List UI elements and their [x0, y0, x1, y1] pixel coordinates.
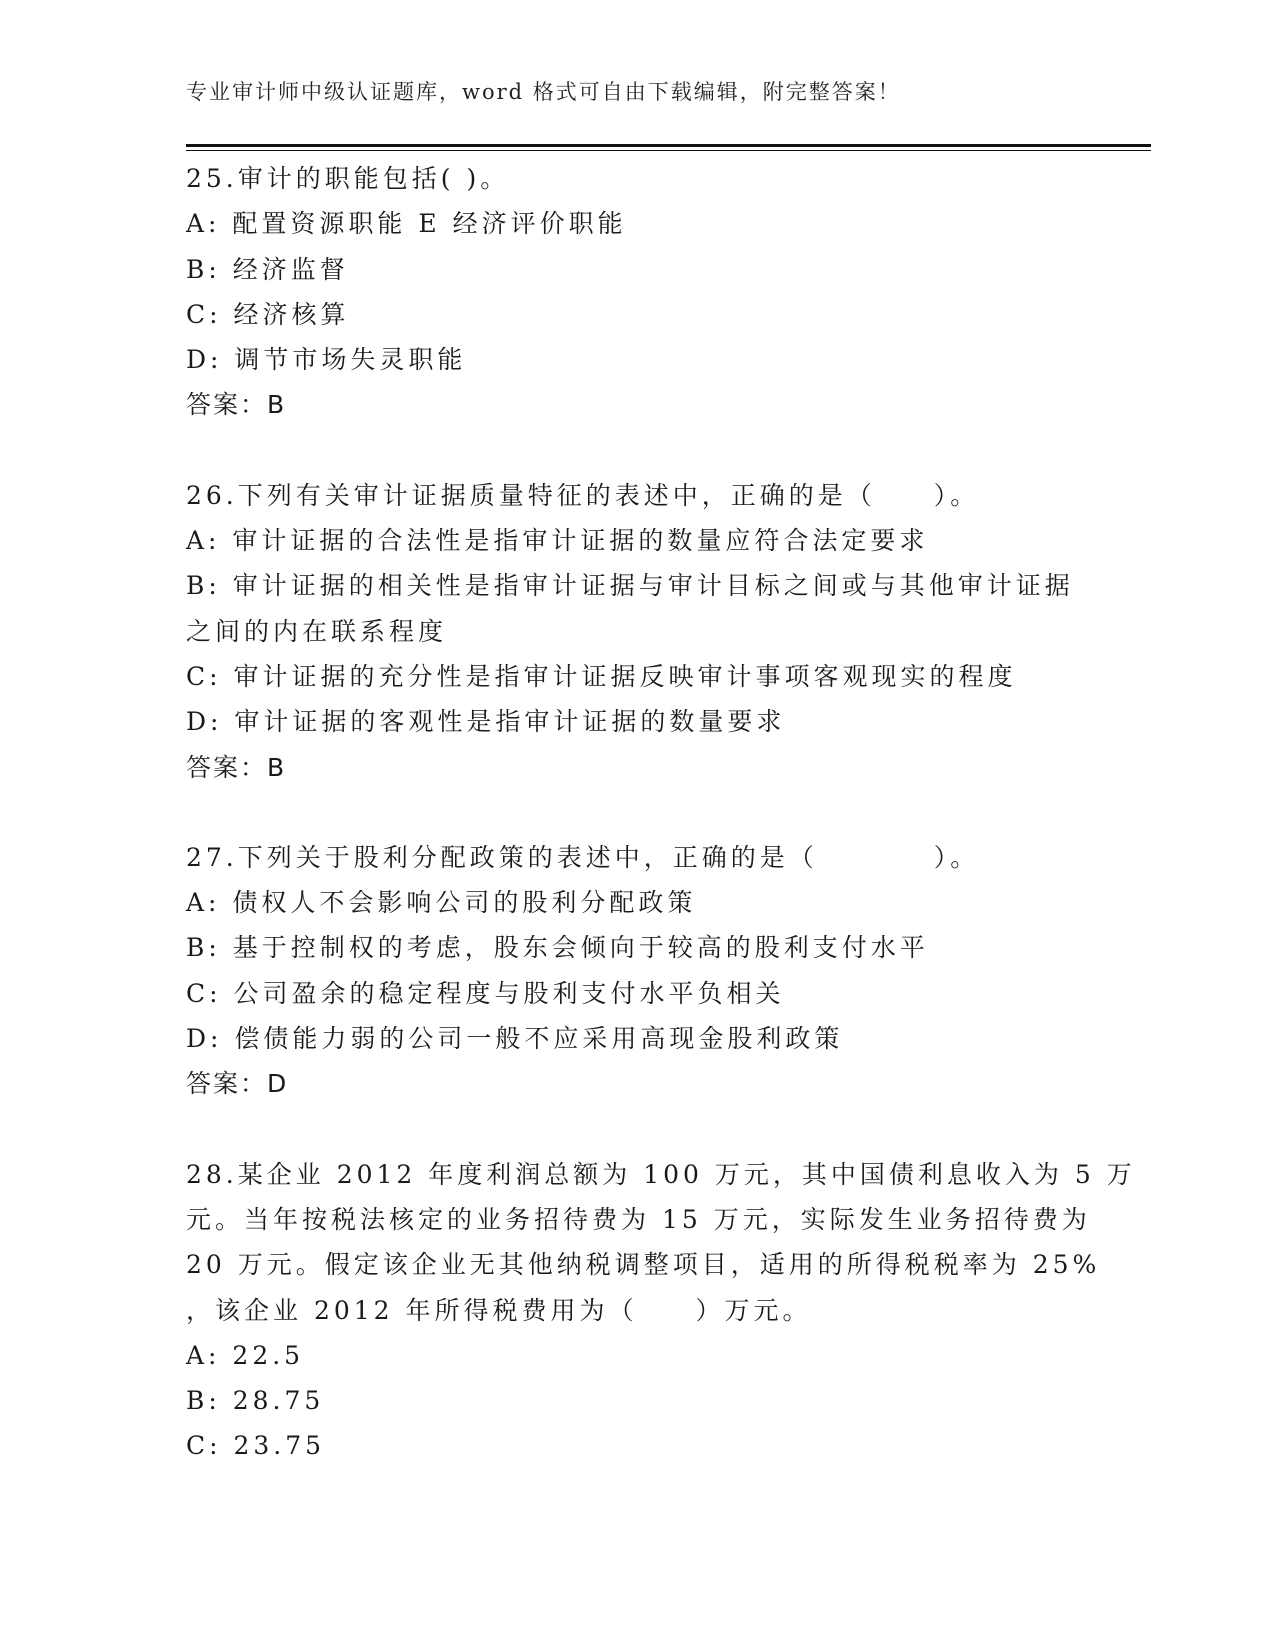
option-b: B: 基于控制权的考虑，股东会倾向于较高的股利支付水平	[186, 933, 929, 963]
question-stem: 27.下列关于股利分配政策的表述中，正确的是（ ）。	[186, 842, 980, 872]
question-stem-line-3: 20 万元。假定该企业无其他纳税调整项目，适用的所得税税率为 25%	[186, 1250, 1101, 1280]
option-a: A: 配置资源职能 E 经济评价职能	[186, 209, 627, 239]
question-27	[186, 835, 1086, 1107]
answer-label: 答案：B	[186, 390, 287, 420]
option-a: A: 审计证据的合法性是指审计证据的数量应符合法定要求	[186, 526, 929, 556]
question-stem-line-4: ，该企业 2012 年所得税费用为（ ）万元。	[186, 1295, 812, 1325]
page-header: 专业审计师中级认证题库，word 格式可自由下载编辑，附完整答案！	[186, 80, 901, 104]
question-stem: 25.审计的职能包括( )。	[186, 164, 510, 193]
question-stem: 26.下列有关审计证据质量特征的表述中，正确的是（ ）。	[186, 480, 980, 510]
option-c: C: 23.75	[186, 1431, 326, 1461]
question-stem-line-1: 28.某企业 2012 年度利润总额为 100 万元，其中国债利息收入为 5 万	[186, 1159, 1136, 1189]
option-b: B: 经济监督	[186, 254, 349, 284]
option-b: B: 28.75	[186, 1386, 325, 1416]
question-25	[186, 156, 1086, 428]
header-divider-thick	[186, 144, 1151, 147]
option-c: C: 经济核算	[186, 299, 350, 329]
question-26	[186, 473, 1086, 790]
header-divider-thin	[186, 150, 1151, 151]
option-c: C: 公司盈余的稳定程度与股利支付水平负相关	[186, 978, 785, 1008]
option-d: D: 偿债能力弱的公司一般不应采用高现金股利政策	[186, 1024, 844, 1054]
answer-label: 答案：B	[186, 752, 287, 782]
option-b-continuation: 之间的内在联系程度	[186, 616, 448, 646]
question-stem-line-2: 元。当年按税法核定的业务招待费为 15 万元，实际发生业务招待费为	[186, 1204, 1091, 1234]
answer-label: 答案：D	[186, 1069, 289, 1099]
option-a: A: 22.5	[186, 1340, 305, 1370]
option-d: D: 调节市场失灵职能	[186, 345, 467, 375]
question-list	[186, 156, 1136, 1514]
option-a: A: 债权人不会影响公司的股利分配政策	[186, 888, 697, 918]
option-d: D: 审计证据的客观性是指审计证据的数量要求	[186, 707, 786, 737]
option-c: C: 审计证据的充分性是指审计证据反映审计事项客观现实的程度	[186, 661, 1017, 691]
question-28	[186, 1152, 1136, 1469]
option-b: B: 审计证据的相关性是指审计证据与审计目标之间或与其他审计证据	[186, 571, 1074, 601]
